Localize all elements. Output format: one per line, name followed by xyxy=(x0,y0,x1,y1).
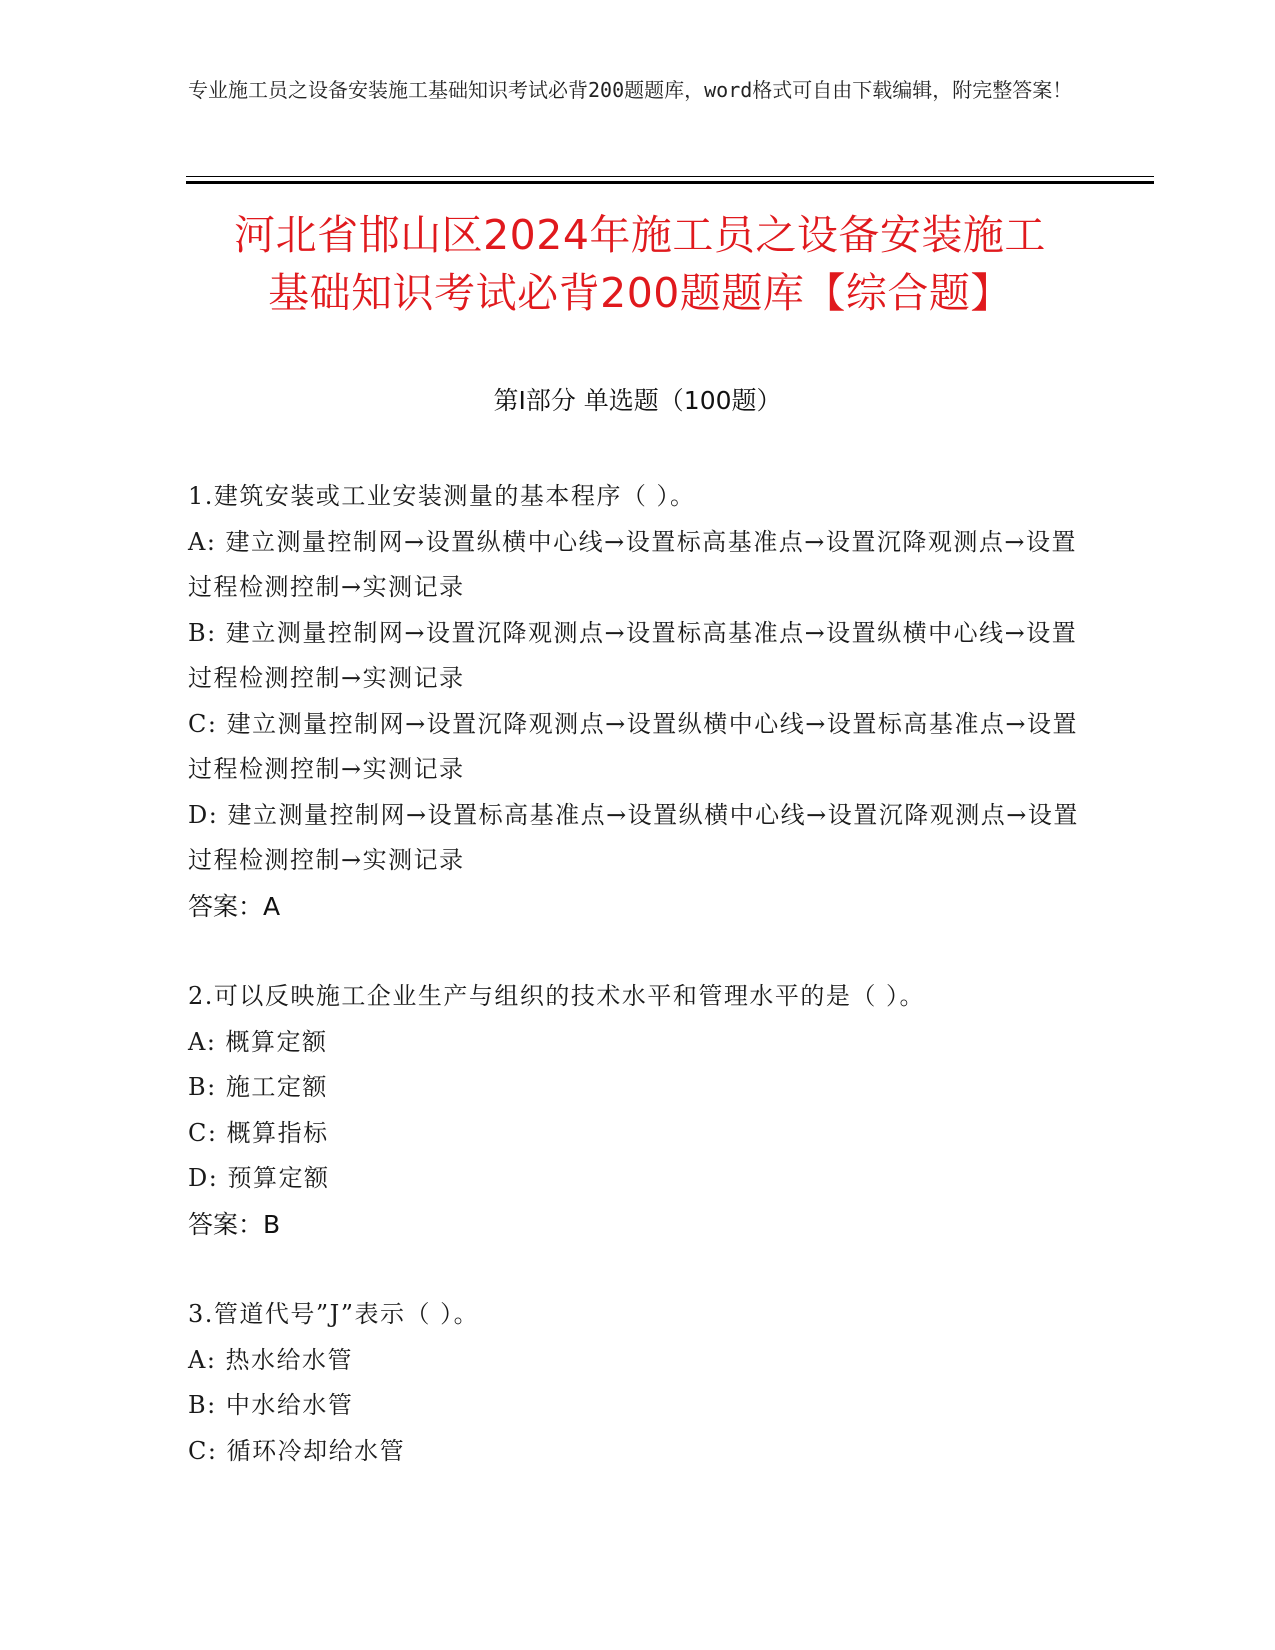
answer: 答案：A xyxy=(188,891,281,921)
question-3 xyxy=(188,1292,1088,1474)
option-b: B: 施工定额 xyxy=(188,1073,328,1101)
question-1 xyxy=(188,474,1088,929)
header-divider-thin xyxy=(186,176,1154,177)
question-stem: 3.管道代号”J”表示（ ）。 xyxy=(188,1300,480,1328)
option-c: C: 循环冷却给水管 xyxy=(188,1436,406,1465)
option-a: A: 概算定额 xyxy=(188,1027,328,1056)
header-divider-thick xyxy=(186,181,1154,184)
option-b: B: 建立测量控制网→设置沉降观测点→设置标高基准点→设置纵横中心线→设置过程检测控制→实测记录 xyxy=(188,618,1078,692)
question-stem: 2.可以反映施工企业生产与组织的技术水平和管理水平的是（ ）。 xyxy=(188,982,926,1010)
question-stem: 1.建筑安装或工业安装测量的基本程序（ ）。 xyxy=(188,482,696,510)
option-a: A: 热水给水管 xyxy=(188,1345,354,1374)
header-note: 专业施工员之设备安装施工基础知识考试必背200题题库，word格式可自由下载编辑，附完整答案！ xyxy=(188,78,1073,102)
option-d: D: 预算定额 xyxy=(188,1164,330,1192)
option-d: D: 建立测量控制网→设置标高基准点→设置纵横中心线→设置沉降观测点→设置过程检测控制→实测记录 xyxy=(188,800,1079,874)
section-heading: 第Ⅰ部分 单选题（100题） xyxy=(493,386,782,415)
option-c: C: 概算指标 xyxy=(188,1118,329,1147)
option-c: C: 建立测量控制网→设置沉降观测点→设置纵横中心线→设置标高基准点→设置过程检测控制→实测记录 xyxy=(188,709,1079,783)
option-a: A: 建立测量控制网→设置纵横中心线→设置标高基准点→设置沉降观测点→设置过程检测控制→实测记录 xyxy=(188,527,1077,601)
option-b: B: 中水给水管 xyxy=(188,1391,354,1419)
document-title xyxy=(190,206,1090,322)
question-list xyxy=(188,474,1088,1519)
title-line-1: 河北省邯山区2024年施工员之设备安装施工 xyxy=(234,211,1046,259)
title-line-2: 基础知识考试必背200题题库【综合题】 xyxy=(268,269,1012,317)
question-2 xyxy=(188,974,1088,1247)
answer: 答案：B xyxy=(188,1209,281,1239)
